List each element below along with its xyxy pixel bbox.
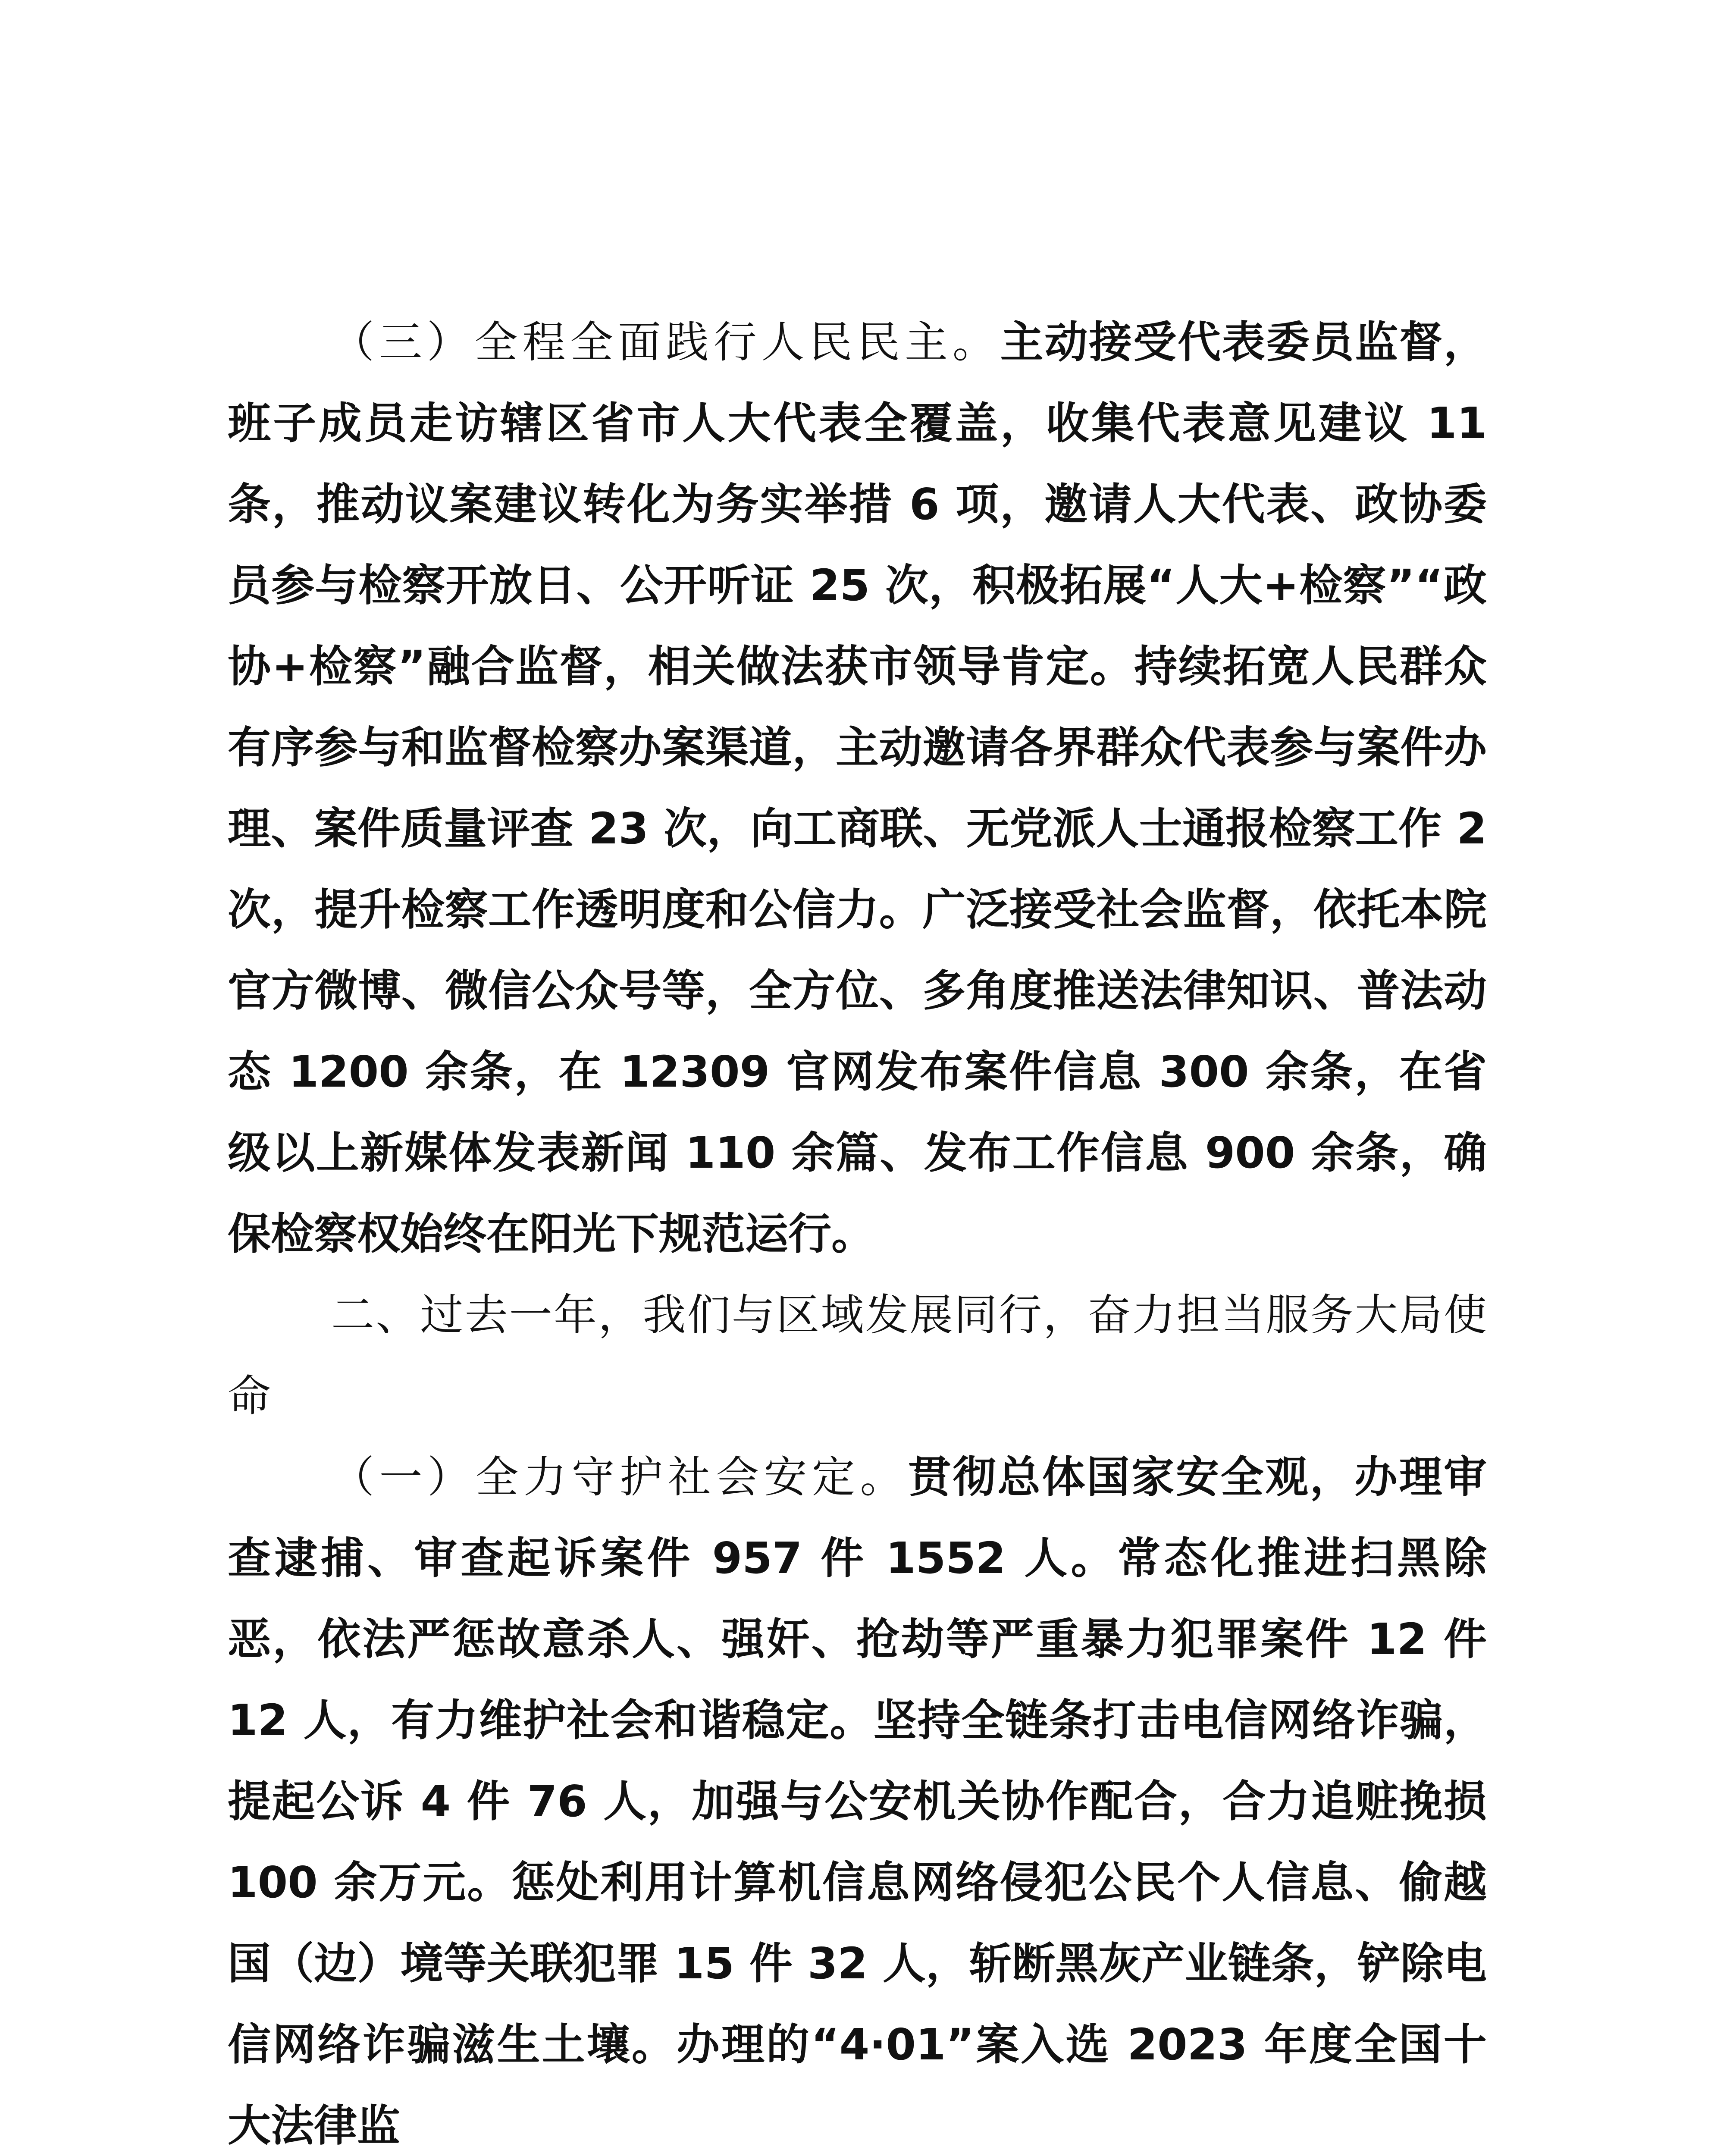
section-heading-2: 二、过去一年，我们与区域发展同行，奋力担当服务大局使命 [228, 1290, 1487, 1421]
section-lead-3: （三）全程全面践行人民民主。 [331, 317, 1000, 367]
section-lead-1: （一）全力守护社会安定。 [331, 1452, 908, 1502]
paragraph-social-stability [228, 1437, 1487, 2156]
paragraph-people-democracy [228, 302, 1487, 1275]
paragraph-body: 贯彻总体国家安全观，办理审查逮捕、审查起诉案件 957 件 1552 人。常态化推进扫黑除恶，依法严惩故意杀人、强奸、抢劫等严重暴力犯罪案件 12 件 12 人，有力维护社会和谐稳定。坚持全链条打击电信网络诈骗，提起公诉 4 件 76 人，加强与公安机关协作配合，合力追赃挽损 100 余万元。惩处利用计算机信息网络侵犯公民个人信息、偷越国（边）境等关联犯罪 15 件 32 人，斩断黑灰产业链条，铲除电信网络诈骗滋生土壤。办理的“4·01”案入选 2023 年度全国十大法律监 [228, 1452, 1487, 2151]
paragraph-body: 主动接受代表委员监督，班子成员走访辖区省市人大代表全覆盖，收集代表意见建议 11 条，推动议案建议转化为务实举措 6 项，邀请人大代表、政协委员参与检察开放日、公开听证 25 次，积极拓展“人大+检察”“政协+检察”融合监督，相关做法获市领导肯定。持续拓宽人民群众有序参与和监督检察办案渠道，主动邀请各界群众代表参与案件办理、案件质量评查 23 次，向工商联、无党派人士通报检察工作 2 次，提升检察工作透明度和公信力。广泛接受社会监督，依托本院官方微博、微信公众号等，全方位、多角度推送法律知识、普法动态 1200 余条，在 12309 官网发布案件信息 300 余条，在省级以上新媒体发表新闻 110 余篇、发布工作信息 900 余条，确保检察权始终在阳光下规范运行。 [228, 317, 1487, 1259]
document-body [228, 302, 1487, 2156]
